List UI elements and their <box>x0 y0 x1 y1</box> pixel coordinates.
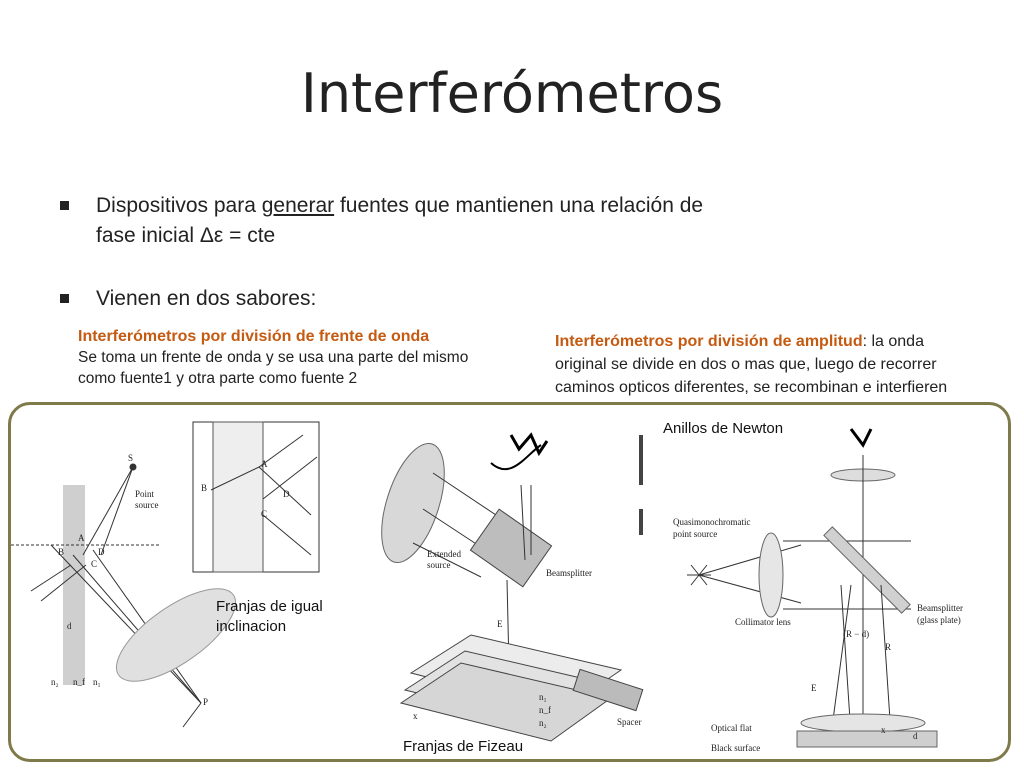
label-D: D <box>98 547 105 557</box>
newton-rings-diagram <box>639 429 937 747</box>
label-fizeau-E: E <box>497 619 503 629</box>
left-column-line2: como fuente1 y otra parte como fuente 2 <box>78 370 358 387</box>
label-extended: Extended <box>427 549 461 559</box>
label-quasi-source: point source <box>673 529 718 539</box>
label-fizeau-x: x <box>413 711 418 721</box>
bullet-text: Vienen en dos sabores: <box>96 287 317 310</box>
right-column-heading: Interferómetros por división de amplitud <box>555 333 863 350</box>
square-bullet-icon <box>60 201 69 210</box>
label-inset-B: B <box>201 483 208 493</box>
label-d: d <box>67 621 72 631</box>
label-glass-plate: (glass plate) <box>917 615 961 625</box>
left-column <box>78 326 538 389</box>
label-inset-C: C <box>261 509 268 519</box>
label-nf: n_f <box>73 677 85 687</box>
label-C: C <box>91 559 98 569</box>
bullet-text-underlined: generar <box>261 194 335 217</box>
label-beamsplitter: Beamsplitter <box>546 568 592 578</box>
label-fizeau-n1: n₁ <box>539 692 547 702</box>
figures-frame <box>8 402 1011 762</box>
label-beamsplitter-glass: Beamsplitter <box>917 603 963 613</box>
right-column-colon-text: : la onda <box>862 333 924 350</box>
fizeau-diagram <box>369 435 643 741</box>
label-collimator: Collimator lens <box>735 617 791 627</box>
bullet-text-pre: Dispositivos para <box>96 194 262 217</box>
right-column-line3: caminos opticos diferentes, se recombinan e interfieren <box>555 379 948 396</box>
label-newton-d: d <box>913 731 918 741</box>
left-column-heading: Interferómetros por división de frente de onda <box>78 328 430 345</box>
label-fizeau-n2: n₂ <box>539 718 547 728</box>
bullet-dispositivos <box>60 191 800 251</box>
label-black-surface: Black surface <box>711 743 761 753</box>
caption-fizeau: Franjas de Fizeau <box>403 738 524 755</box>
bullet-text-line2: fase inicial Δε = cte <box>96 224 276 247</box>
label-newton-x: x <box>881 725 886 735</box>
label-source: source <box>135 500 159 510</box>
label-newton-E: E <box>811 683 817 693</box>
label-inset-D: D <box>283 489 290 499</box>
label-A: A <box>78 533 85 543</box>
label-spacer: Spacer <box>617 717 642 727</box>
left-column-line1: Se toma un frente de onda y se usa una parte del mismo <box>78 349 469 366</box>
label-fizeau-nf: n_f <box>539 705 551 715</box>
label-n2: n₂ <box>51 677 59 687</box>
caption-igual-line2: inclinacion <box>216 618 287 635</box>
label-inset-A: A <box>261 459 268 469</box>
label-newton-R: R <box>885 642 892 652</box>
bullet-text-post: fuentes que mantienen una relación de <box>334 194 704 217</box>
bullet-sabores <box>60 284 800 314</box>
square-bullet-icon <box>60 294 69 303</box>
caption-newton: Anillos de Newton <box>663 420 784 437</box>
interferometer-diagrams <box>11 405 1011 762</box>
slide-title: Interferómetros <box>300 62 724 125</box>
label-n1: n₁ <box>93 677 101 687</box>
label-r-minus-d: (R − d) <box>843 629 870 639</box>
label-optical-flat: Optical flat <box>711 723 752 733</box>
caption-igual-inclinacion <box>216 597 323 637</box>
label-point: Point <box>135 489 155 499</box>
label-P: P <box>203 697 209 707</box>
label-extended-source: source <box>427 560 451 570</box>
label-quasi: Quasimonochromatic <box>673 517 751 527</box>
right-column <box>555 330 1020 399</box>
caption-igual-line1: Franjas de igual <box>216 598 323 615</box>
label-B: B <box>58 547 65 557</box>
right-column-line2: original se divide en dos o mas que, luego de recorrer <box>555 356 937 373</box>
label-S: S <box>128 453 134 463</box>
